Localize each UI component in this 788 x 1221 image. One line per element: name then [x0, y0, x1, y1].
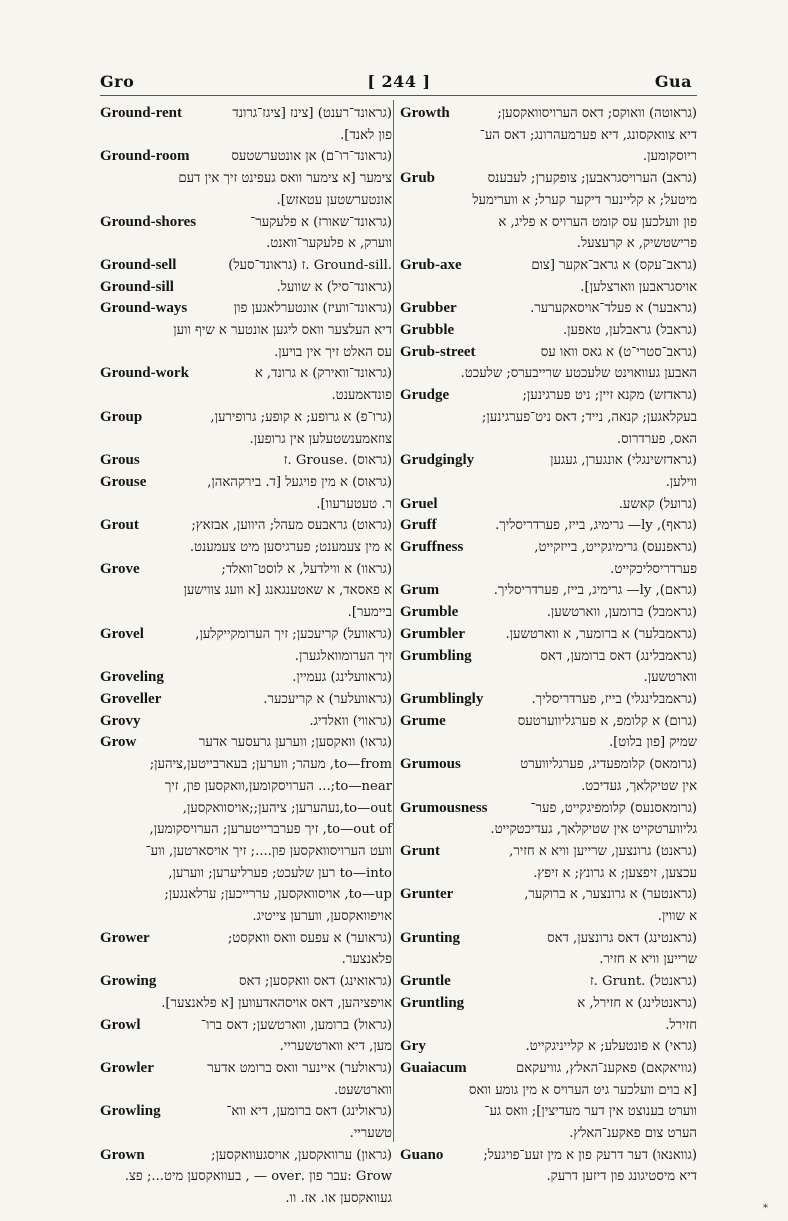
dictionary-entry	[100, 1101, 392, 1123]
entry-continuation: עס האלט זיך אין בויען.	[274, 344, 392, 360]
entry-headword: Grub	[400, 170, 436, 187]
dictionary-entry	[400, 515, 697, 537]
dictionary-entry	[100, 103, 392, 125]
entry-headword: Gruffness	[400, 539, 464, 556]
header-rule	[100, 95, 697, 96]
entry-definition: (גראם), ly— גרימיג, בייז, פערדריסליך.	[493, 583, 697, 599]
dictionary-entry	[100, 1015, 392, 1037]
entry-continuation: דיא צוואקסונג, דיא פערמעהרונג; דאס הע־	[479, 127, 697, 143]
entry-headword: Growling	[100, 1103, 161, 1120]
entry-definition: (גראנטלינג) א חזירל, א	[577, 995, 697, 1011]
dictionary-entry	[400, 255, 697, 277]
header-left-guideword: Gro	[100, 72, 135, 91]
entry-continuation: ווערט בענוצט אין דער מעדיצין]; וואס גע־	[484, 1104, 697, 1120]
entry-headword: Grumousness	[400, 799, 488, 816]
right-column	[400, 103, 697, 1185]
entry-definition: (גראוט) גראבעס מעהל; היווען, אבזאץ;	[191, 518, 392, 534]
entry-continuation: פלאנצער.	[341, 952, 392, 968]
entry-definition: (גראנטער) א גרונצער, א ברוקער,	[524, 887, 697, 903]
entry-definition: (גראונד־וועיז) אונטערלאגען פון	[233, 301, 392, 317]
entry-headword: Ground-sell	[100, 256, 177, 273]
entry-headword: Grub-street	[400, 343, 476, 360]
entry-continuation: ריוסקומען.	[642, 149, 697, 165]
entry-definition: (גראוטה) וואוקס; דאס הערויסוואקסען;	[497, 106, 697, 121]
entry-headword: Growth	[400, 105, 450, 121]
dictionary-entry	[400, 798, 697, 820]
entry-headword: Gruntling	[400, 994, 465, 1011]
entry-headword: Grow	[100, 734, 137, 751]
entry-definition: (גראמבלינג) דאס ברומען, דאס	[540, 648, 697, 664]
entry-headword: Grout	[100, 517, 139, 534]
entry-definition: (גראבער) א פעלד־אויסאקערער.	[530, 301, 697, 317]
entry-definition: (גוויאקאם) פאקענ־האלץ, גוויעקאם	[516, 1060, 697, 1076]
entry-definition: געוואקסען או. אז. וו.	[285, 1191, 392, 1207]
entry-headword: Grudge	[400, 387, 450, 404]
dictionary-entry	[400, 624, 697, 646]
entry-definition: (גראונד־וואירק) א גרונד, א	[254, 366, 392, 382]
entry-definition: (גראפנעס) גרימיגקייט, בייזקייט,	[534, 540, 697, 556]
dictionary-entry	[400, 1036, 697, 1058]
entry-headword: Ground-sill	[100, 278, 174, 295]
entry-continuation: to—up, אויסוואקסען, עררייכען; ערלאנגען;	[164, 887, 392, 903]
entry-continuation: מיטעל; א קליינער דיקער קערל; א ווערימעל	[472, 192, 697, 208]
entry-headword: Grumbler	[400, 625, 465, 642]
dictionary-entry	[400, 754, 697, 776]
column-divider	[393, 100, 394, 1142]
dictionary-entry	[100, 363, 392, 385]
entry-continuation: פונדאמענט.	[331, 388, 392, 404]
corner-mark: *	[763, 1203, 768, 1214]
entry-definition: (גראונד־סיל) א שוועל.	[276, 279, 392, 295]
dictionary-entry	[100, 212, 392, 234]
entry-headword: Groveling	[100, 669, 164, 686]
entry-definition: (גראף), ly— גרימיג, בייז, פערדריסליך.	[495, 518, 697, 534]
entry-definition: צימער [א צימער וואס געפינט זיך אין דעם	[178, 171, 392, 187]
entry-continuation: ווארטשען.	[643, 670, 697, 686]
dictionary-entry	[100, 971, 392, 993]
dictionary-entry	[400, 646, 697, 668]
entry-continuation: עכצען, זיפצען; א גרונץ; א זיפץ.	[533, 865, 697, 881]
entry-headword: Grove	[100, 560, 140, 577]
entry-continuation: אין שטיקלאך, געדיכט.	[581, 778, 697, 794]
entry-definition: (גראוועלער) א קריעכער.	[263, 691, 392, 707]
entry-definition: (גראון) ערוואקסען, אויסגעוואקסען;	[211, 1147, 392, 1163]
dictionary-entry	[100, 168, 392, 190]
header-right-guideword: Gua	[654, 72, 692, 91]
entry-headword: Grovy	[100, 712, 141, 729]
entry-definition: (גראו) וואקסען; ווערען גרעסער אדער	[198, 735, 392, 751]
entry-definition: (גראונד־רו־ם) אן אונטערשטעס	[231, 149, 392, 165]
dictionary-entry	[100, 277, 392, 299]
entry-headword: Grum	[400, 582, 440, 599]
dictionary-entry	[100, 1188, 392, 1210]
dictionary-entry	[100, 732, 392, 754]
entry-headword: Ground-shores	[100, 213, 197, 230]
dictionary-entry	[400, 1058, 697, 1080]
entry-headword: Grumbling	[400, 647, 472, 664]
dictionary-entry	[400, 580, 697, 602]
entry-definition: (גראולינג) דאס ברומען, דיא ווא־	[226, 1104, 392, 1120]
dictionary-entry	[100, 1058, 392, 1080]
entry-continuation: זיך הערומוואלגערן.	[294, 648, 392, 664]
dictionary-entry	[400, 884, 697, 906]
dictionary-entry	[400, 385, 697, 407]
entry-headword: Grumblingly	[400, 690, 484, 707]
dictionary-entry	[400, 1145, 697, 1167]
dictionary-entry	[400, 971, 697, 993]
entry-headword: Growing	[100, 973, 157, 990]
entry-headword: Grume	[400, 712, 446, 729]
entry-headword: Grudgingly	[400, 452, 475, 469]
entry-definition: (גראווי) וואלדיג.	[309, 713, 392, 729]
dictionary-entry	[400, 298, 697, 320]
entry-definition: (גראואינג) דאס וואקסען; דאס	[238, 974, 392, 990]
entry-continuation: דיא מיסטיגונג פון דיזען דרעק.	[546, 1169, 697, 1185]
dictionary-entry	[400, 168, 697, 190]
entry-headword: Gruel	[400, 495, 438, 512]
entry-headword: Ground-ways	[100, 300, 188, 317]
entry-continuation: מען, דיא ווארטשעריי.	[279, 1039, 392, 1055]
entry-headword: Groveller	[100, 690, 162, 707]
entry-definition: (גראולער) איינער וואס ברומט אדער	[207, 1060, 392, 1076]
entry-definition: (גראבל) גראבלען, טאפען.	[562, 323, 697, 339]
entry-definition: (גראב) הערויסגראבען; צופקערן; לעבענס	[487, 171, 697, 187]
dictionary-entry	[400, 103, 697, 125]
entry-definition: (גראול) ברומען, ווארטשען; דאס ברו־	[200, 1017, 392, 1033]
entry-continuation: צוזאמענשטעלען אין גרופען.	[249, 431, 392, 447]
dictionary-entry	[400, 841, 697, 863]
entry-headword: Group	[100, 408, 143, 425]
entry-definition: (גראוס) א מין פויגעל [ד. בירקהאהן,	[207, 474, 392, 490]
entry-continuation: שרייען וויא א חזיר.	[599, 952, 697, 968]
entry-headword: Grunt	[400, 842, 441, 859]
entry-definition: .Ground-sill .ז (גראונד־סעל)	[228, 257, 392, 273]
entry-headword: Gry	[400, 1038, 426, 1055]
entry-continuation: אויסגראבען ווארצלען].	[580, 279, 697, 295]
entry-continuation: פון וועלכען עס קומט הערויס א פליג, א	[498, 214, 697, 230]
entry-continuation: [א בוים וועלכער גיט הערויס א מין גומע וואס	[468, 1082, 697, 1098]
entry-continuation: שמיק [פון בלוט].	[608, 735, 697, 751]
entry-continuation: אויפוואקסען, ווערען צייטיג.	[252, 909, 392, 925]
dictionary-entry	[100, 667, 392, 689]
dictionary-entry	[400, 450, 697, 472]
entry-continuation: פערדריסליכקייט.	[610, 561, 697, 577]
page-number: [ 244 ]	[367, 72, 431, 91]
entry-definition: (גראדזשינגלי) אונגערן, געגען	[550, 453, 697, 469]
entry-headword: Grunter	[400, 886, 454, 903]
entry-continuation: אונטערשטען עטאזש].	[276, 192, 392, 208]
entry-headword: Grumble	[400, 604, 459, 621]
entry-definition: (גראנטינג) דאס גרונצען, דאס	[547, 930, 697, 946]
entry-continuation: אויפציהען, דאס אויסהאדעווען [א פלאנצער].	[161, 995, 392, 1011]
entry-headword: Grumous	[400, 756, 461, 773]
entry-continuation: האבען געוואוינט שלעכטע שרייבערס; שלעכט.	[460, 366, 697, 382]
dictionary-entry	[400, 689, 697, 711]
dictionary-entry	[400, 342, 697, 364]
entry-headword: Ground-work	[100, 365, 189, 382]
entry-continuation: גליווערטקייט אין שטיקלאך, געדיכטקייט.	[490, 822, 697, 838]
dictionary-entry	[100, 624, 392, 646]
entry-definition: (גראוועל) קריעכען; זיך הערומקייקלען,	[195, 626, 392, 642]
dictionary-entry	[100, 559, 392, 581]
entry-continuation: ווערק, א פלעקער־וואנט.	[266, 236, 392, 252]
entry-definition: (גרועל) קאשע.	[618, 496, 697, 512]
entry-definition: (גראמבלער) א ברומער, א ווארטשען.	[505, 626, 697, 642]
entry-definition: (גרום) א קלומפ, א פערגליווערטעס	[517, 713, 697, 729]
dictionary-entry	[400, 537, 697, 559]
entry-definition: (גוואנאו) דער דרעק פון א מין זעע־פויגעל;	[483, 1147, 697, 1163]
entry-headword: Grovel	[100, 625, 144, 642]
dictionary-entry	[400, 711, 697, 733]
entry-headword: Guano	[400, 1146, 444, 1163]
entry-definition: (גראב־סטרי־ט) א גאס וואו עס	[540, 344, 697, 360]
dictionary-entry	[100, 928, 392, 950]
dictionary-entry	[100, 1145, 392, 1167]
entry-continuation: פרישטשיק, א קרעצעל.	[576, 236, 697, 252]
dictionary-entry	[100, 472, 392, 494]
entry-headword: Grouse	[100, 473, 147, 490]
entry-definition: (גראדזש) מקנא זיין; ניט פערגינען;	[522, 388, 697, 404]
entry-continuation: א שווין.	[657, 909, 697, 925]
entry-headword: Grub-axe	[400, 256, 462, 273]
entry-headword: Grower	[100, 929, 150, 946]
entry-continuation: חזירל.	[665, 1017, 697, 1033]
entry-continuation: ביימער].	[347, 605, 392, 621]
dictionary-entry	[100, 450, 392, 472]
entry-continuation: א פאסאד, א שאטענגאנג [א וועג צווישען	[183, 583, 392, 599]
entry-continuation: to—from, מעהר; ווערען; בעארבייטען,ציהען;	[149, 757, 392, 773]
dictionary-entry	[100, 255, 392, 277]
dictionary-entry	[400, 320, 697, 342]
dictionary-entry	[400, 928, 697, 950]
entry-definition: (גרומאסנעס) קלומפיגקייט, פער־	[530, 800, 697, 816]
entry-definition: (גראמבל) ברומען, ווארטשען.	[546, 605, 697, 621]
entry-continuation: הערט צום פאקענ־האלץ.	[569, 1126, 697, 1142]
entry-headword: Grunting	[400, 929, 461, 946]
left-column	[100, 103, 392, 1207]
dictionary-entry	[100, 689, 392, 711]
entry-headword: Grubber	[400, 300, 457, 317]
entry-continuation: ווילען.	[665, 474, 697, 490]
entry-definition: (גרומאס) קלומפעדיג, פערגליווערט	[520, 757, 697, 773]
dictionary-entry	[400, 602, 697, 624]
entry-continuation: to—into רען שלעכט; פערליערען; ווערען,	[168, 865, 392, 881]
entry-headword: Guaiacum	[400, 1059, 467, 1076]
entry-definition: (גראי) א פונטעלע; א קלייניגקייט.	[525, 1039, 697, 1055]
entry-continuation: וועט הערויסוואקסען פון....; זיך אויסארטען, ווע־	[145, 843, 392, 859]
entry-continuation: דיא העלצער וואס ליגען אונטער א שיף ווען	[173, 323, 392, 339]
entry-continuation: ר. טעטערעוו].	[316, 496, 392, 512]
entry-continuation: Grow :עבר פון .over — , בעוואקסען מיט...; פצ.	[124, 1169, 392, 1185]
entry-continuation: בעקלאגען; קנאה, נייד; דאס ניט־פערגינען;	[481, 409, 697, 425]
entry-continuation: טשעריי.	[349, 1126, 392, 1142]
entry-headword: Grubble	[400, 322, 455, 339]
dictionary-entry	[100, 146, 392, 168]
entry-headword: Ground-room	[100, 148, 190, 165]
entry-definition: (גראוער) א עפעס וואס וואקסט;	[227, 930, 392, 946]
entry-continuation: ווארטשעט.	[333, 1082, 392, 1098]
dictionary-entry	[100, 298, 392, 320]
entry-definition: (גראונד־שאורז) א פלעקער־	[250, 214, 392, 230]
entry-definition: (גראוס) .Grouse .ז	[283, 453, 392, 469]
entry-continuation: to—out of, זיך פערברייטערען; הערויסקומען,	[149, 822, 392, 838]
dictionary-entry	[100, 711, 392, 733]
entry-headword: Gruntle	[400, 973, 451, 990]
dictionary-entry	[100, 407, 392, 429]
page-header	[100, 72, 698, 94]
dictionary-entry	[400, 993, 697, 1015]
entry-definition: (גראנט) גרונצען, שרייען וויא א חזיר,	[509, 843, 697, 859]
entry-continuation: to—near;... הערויסקומען,וואקסען פון, זיך	[164, 778, 392, 794]
entry-definition: (גראנטל) .Grunt .ז	[589, 974, 697, 990]
entry-headword: Gruff	[400, 517, 437, 534]
entry-headword: Ground-rent	[100, 105, 182, 121]
entry-definition: (גראב־עקס) א גראב־אקער [צום	[531, 257, 697, 273]
entry-continuation: to—out,נעהערען; ציהען;;אויסוואקסען,	[182, 800, 392, 816]
dictionary-entry	[100, 515, 392, 537]
entry-headword: Growler	[100, 1059, 154, 1076]
entry-headword: Grown	[100, 1146, 145, 1163]
entry-continuation: האס, פערדרוס.	[616, 431, 697, 447]
entry-definition: (גראוו) א ווילדעל, א לוסט־וואלד;	[221, 561, 392, 577]
entry-headword: Grous	[100, 452, 140, 469]
entry-headword: Growl	[100, 1016, 141, 1033]
entry-definition: (גראוועלינג) געמיין.	[292, 670, 392, 686]
entry-continuation: פון לאנד].	[340, 127, 392, 143]
entry-definition: (גראמבלינגלי) בייז, פערדריסליך.	[531, 691, 697, 707]
entry-definition: (גרו־פ) א גרופע; א קופע; גרופירען,	[210, 409, 392, 425]
dictionary-entry	[400, 494, 697, 516]
entry-continuation: א מין צעמענט; פערגיסען מיט צעמענט.	[189, 540, 392, 556]
entry-definition: (גראונד־רענט) [צינז [ציגז־גרונד	[232, 106, 392, 121]
